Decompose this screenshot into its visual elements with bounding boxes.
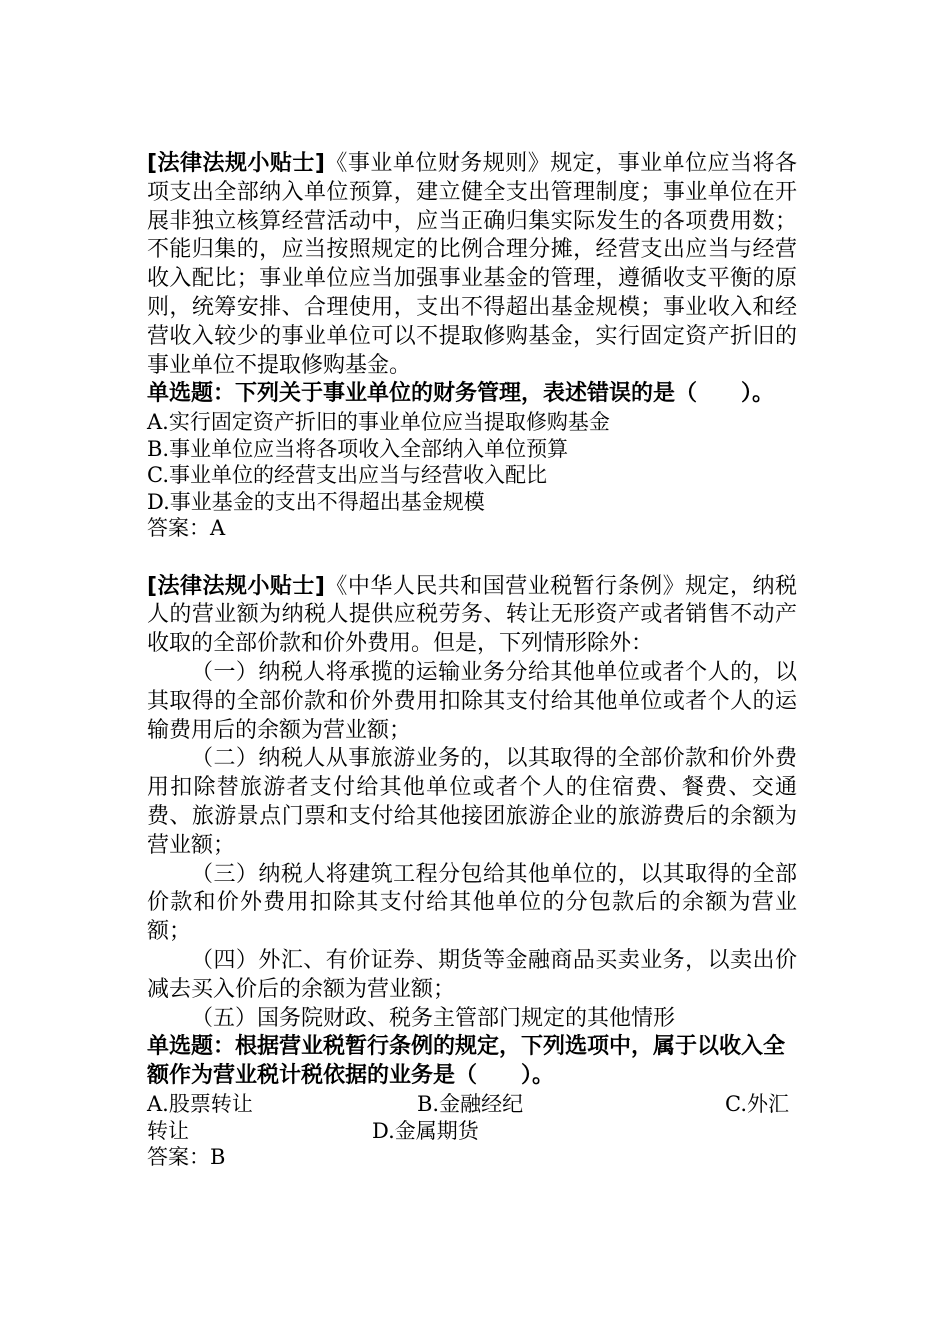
- tip-label: [法律法规小贴士]: [147, 151, 325, 176]
- option-c: C.事业单位的经营支出应当与经营收入配比: [147, 463, 547, 488]
- question-2: 单选题：根据营业税暂行条例的规定，下列选项中，属于以收入全额作为营业税计税依据的业务是（ ）。: [147, 1034, 786, 1089]
- tip-text: 《中华人民共和国营业税暂行条例》规定，纳税人的营业额为纳税人提供应税劳务、转让无形资产或者销售不动产收取的全部价款和价外费用。但是，下列情形除外：: [147, 573, 797, 657]
- option-a: A.实行固定资产折旧的事业单位应当提取修购基金: [147, 410, 610, 435]
- option-a: A.股票转让: [147, 1092, 253, 1117]
- option-d: D.事业基金的支出不得超出基金规模: [147, 489, 485, 514]
- tip-item-4: （四）外汇、有价证券、期货等金融商品买卖业务，以卖出价减去买入价后的余额为营业额；: [147, 948, 797, 1002]
- option-c-continued: 转让: [147, 1118, 189, 1143]
- legal-tip-2: [147, 573, 797, 659]
- options-row-2: [147, 1118, 797, 1145]
- option-d: D.金属期货: [372, 1118, 479, 1143]
- tip-label: [法律法规小贴士]: [147, 573, 325, 599]
- tip-text: 《事业单位财务规则》规定，事业单位应当将各项支出全部纳入单位预算，建立健全支出管理制度；事业单位在开展非独立核算经营活动中，应当正确归集实际发生的各项费用数；不能归集的，应当按照规定的比例合理分摊，经营支出应当与经营收入配比；事业单位应当加强事业基金的管理，遵循收支平衡的原则，统筹安排、合理使用，支出不得超出基金规模；事业收入和经营收入较少的事业单位可以不提取修购基金，实行固定资产折旧的事业单位不提取修购基金。: [147, 151, 797, 378]
- legal-tip-1: [147, 150, 797, 380]
- question-1: 单选题：下列关于事业单位的财务管理，表述错误的是（ ）。: [147, 381, 775, 407]
- option-c: C.外汇: [725, 1092, 789, 1117]
- answer-1: 答案：A: [147, 516, 226, 541]
- options-row-1: [147, 1091, 797, 1118]
- option-b: B.金融经纪: [417, 1092, 524, 1117]
- tip-item-5: （五）国务院财政、税务主管部门规定的其他情形: [191, 1005, 676, 1031]
- tip-item-3: （三）纳税人将建筑工程分包给其他单位的，以其取得的全部价款和价外费用扣除其支付给其他单位的分包款后的余额为营业额；: [147, 861, 797, 945]
- option-b: B.事业单位应当将各项收入全部纳入单位预算: [147, 436, 569, 461]
- tip-item-1: （一）纳税人将承揽的运输业务分给其他单位或者个人的，以其取得的全部价款和价外费用扣除其支付给其他单位或者个人的运输费用后的余额为营业额；: [147, 660, 797, 743]
- answer-2: 答案：B: [147, 1145, 226, 1170]
- document-page: [147, 150, 797, 1171]
- tip-item-2: （二）纳税人从事旅游业务的，以其取得的全部价款和价外费用扣除替旅游者支付给其他单位或者个人的住宿费、餐费、交通费、旅游景点门票和支付给其他接团旅游企业的旅游费后的余额为营业额；: [147, 746, 797, 858]
